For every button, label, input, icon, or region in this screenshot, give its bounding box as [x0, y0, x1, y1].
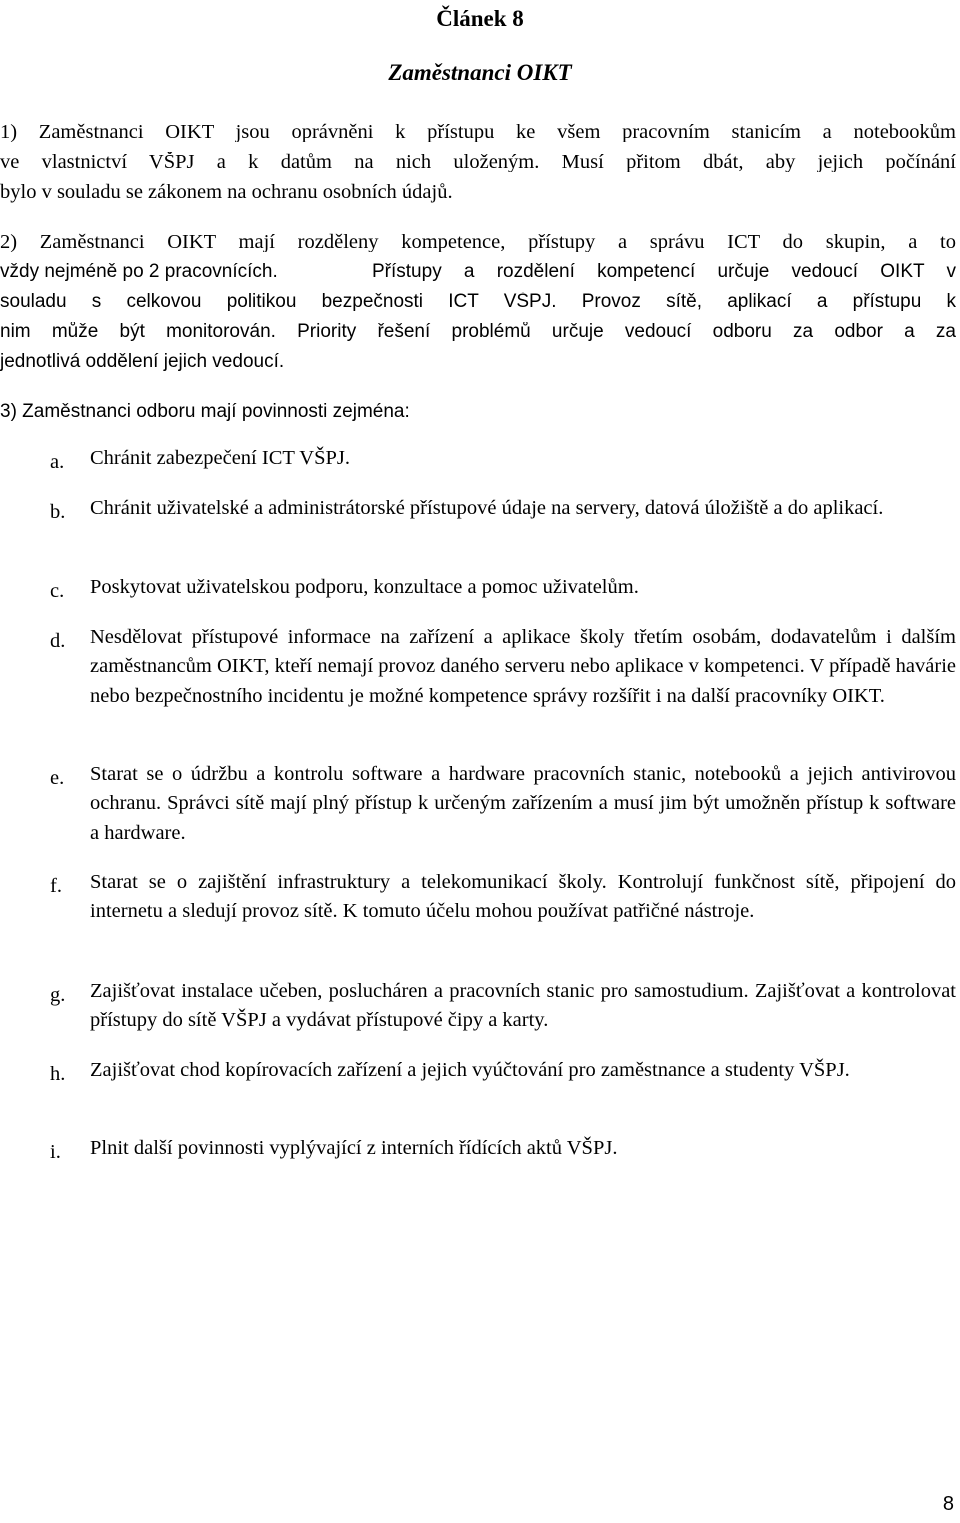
- paragraph-2-line-end: Přístupy a rozdělení kompetencí určuje vedoucí OIKT v: [372, 262, 956, 282]
- list-marker: a.: [50, 451, 65, 473]
- list-marker: c.: [50, 580, 65, 602]
- paragraph-1-line: 1) Zaměstnanci OIKT jsou oprávněni k přístupu ke všem pracovním stanicím a notebookům: [0, 122, 956, 142]
- list-item-text: Starat se o údržbu a kontrolu software a hardware pracovních stanic, notebooků a jejich antivirovou ochranu. Správci sítě mají plný přístup k určeným zařízením a musí jim být umožněn přístup k software a hardware.: [90, 763, 956, 844]
- paragraph-2-line-start: vždy nejméně po 2 pracovnících.: [0, 261, 278, 282]
- paragraph-2-line: nim může být monitorován. Priority řešení problémů určuje vedoucí odboru za odbor a za: [0, 322, 956, 342]
- list-marker: f.: [50, 875, 62, 897]
- list-marker: e.: [50, 767, 65, 789]
- article-heading: Článek 8: [436, 6, 524, 31]
- list-item-text: Zajišťovat instalace učeben, poslucháren a pracovních stanic pro samostudium. Zajišťovat a kontrolovat přístupy do sítě VŠPJ a vydávat přístupové čipy a karty.: [90, 980, 956, 1032]
- section-heading: Zaměstnanci OIKT: [388, 60, 572, 85]
- paragraph-2-line: souladu s celkovou politikou bezpečnosti ICT VŠPJ. Provoz sítě, aplikací a přístupu k: [0, 292, 956, 312]
- list-marker: h.: [50, 1063, 66, 1085]
- list-marker: d.: [50, 630, 66, 652]
- list-item-text: Nesdělovat přístupové informace na zařízení a aplikace školy třetím osobám, dodavatelům i dalším zaměstnancům OIKT, kteří nemají provoz daného serveru nebo aplikace v kompetenci. V případě havárie nebo bezpečnostního incidentu je možné kompetence správy rozšířit i na další pracovníky OIKT.: [90, 626, 956, 707]
- paragraph-2-line: jednotlivá oddělení jejich vedoucí.: [0, 351, 285, 372]
- paragraph-3-intro: 3) Zaměstnanci odboru mají povinnosti zejména:: [0, 401, 410, 422]
- paragraph-2-line: 2) Zaměstnanci OIKT mají rozděleny kompetence, přístupy a správu ICT do skupin, a to: [0, 232, 956, 252]
- paragraph-1-line: bylo v souladu se zákonem na ochranu osobních údajů.: [0, 181, 453, 203]
- list-item-text: Poskytovat uživatelskou podporu, konzultace a pomoc uživatelům.: [90, 576, 639, 598]
- list-item-text: Chránit uživatelské a administrátorské přístupové údaje na servery, datová úložiště a do aplikací.: [90, 497, 884, 519]
- list-item-text: Starat se o zajištění infrastruktury a telekomunikací školy. Kontrolují funkčnost sítě, připojení do internetu a sledují provoz sítě. K tomuto účelu mohou používat patřičné nástroje.: [90, 871, 956, 923]
- list-marker: i.: [50, 1141, 61, 1163]
- list-marker: g.: [50, 984, 66, 1006]
- list-item-text: Zajišťovat chod kopírovacích zařízení a jejich vyúčtování pro zaměstnance a studenty VŠPJ.: [90, 1059, 850, 1081]
- paragraph-1-line: ve vlastnictví VŠPJ a k datům na nich uloženým. Musí přitom dbát, aby jejich počínání: [0, 152, 956, 172]
- page-number: 8: [942, 1493, 954, 1515]
- list-marker: b.: [50, 501, 66, 523]
- list-item-text: Plnit další povinnosti vyplývající z interních řídících aktů VŠPJ.: [90, 1137, 618, 1159]
- list-item-text: Chránit zabezpečení ICT VŠPJ.: [90, 447, 350, 469]
